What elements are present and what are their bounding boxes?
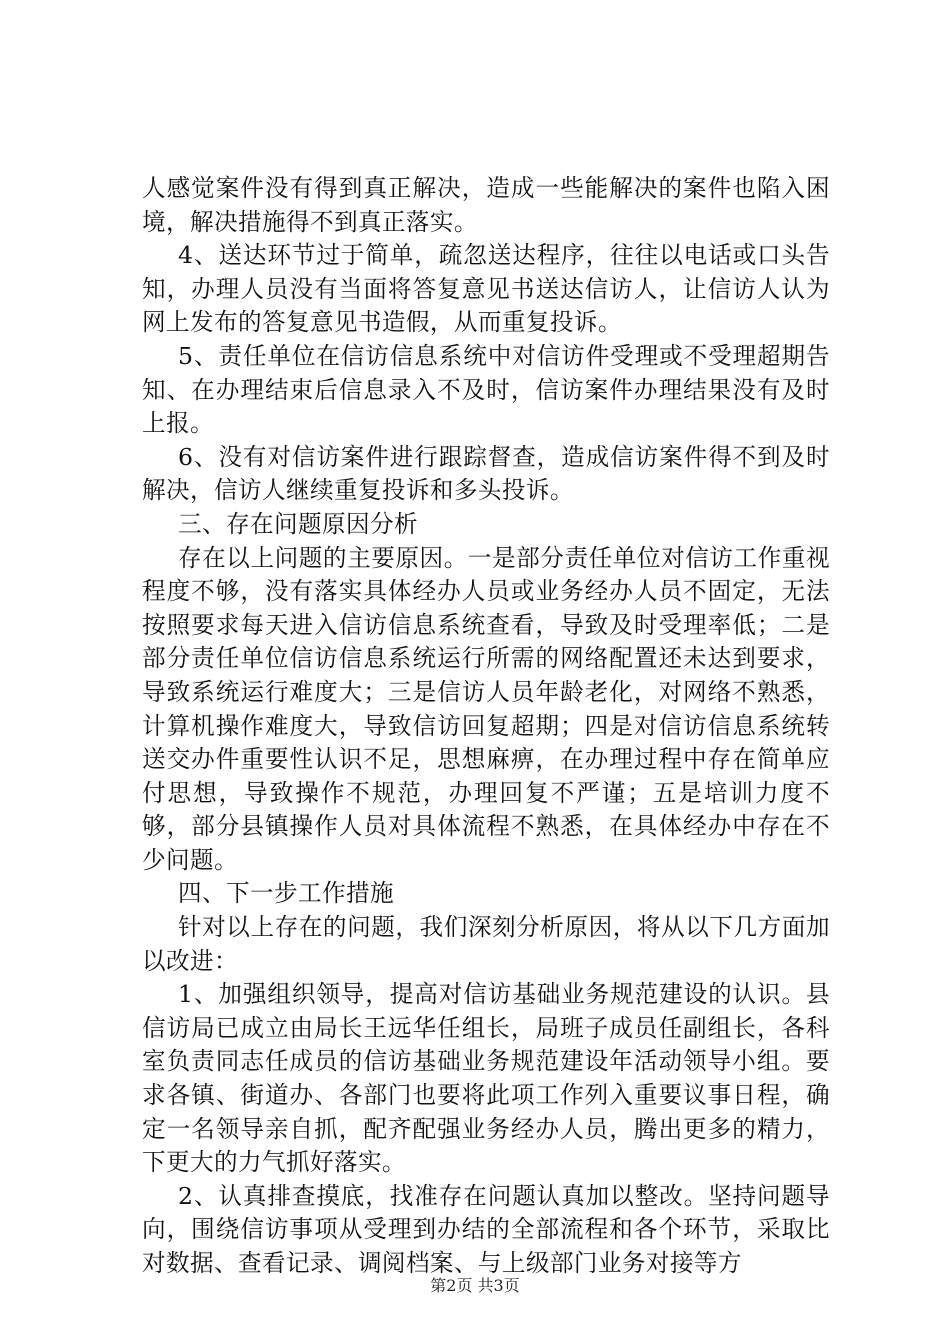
paragraph-cause-analysis: 存在以上问题的主要原因。一是部分责任单位对信访工作重视程度不够，没有落实具体经办人员或业务经办人员不固定，无法按照要求每天进入信访信息系统查看，导致及时受理率低；二是部分责任单位信访信息系统运行所需的网络配置还未达到要求，导致系统运行难度大；三是信访人员年龄老化，对网络不熟悉，计算机操作难度大，导致信访回复超期；四是对信访信息系统转送交办件重要性认识不足，思想麻痹，在办理过程中存在简单应付思想，导致操作不规范，办理回复不严谨；五是培训力度不够，部分县镇操作人员对具体流程不熟悉，在具体经办中存在不少问题。 bbox=[142, 543, 830, 874]
paragraph-item-6: 6、没有对信访案件进行跟踪督查，造成信访案件得不到及时解决，信访人继续重复投诉和多头投诉。 bbox=[142, 442, 830, 505]
paragraph-item-5: 5、责任单位在信访信息系统中对信访件受理或不受理超期告知、在办理结束后信息录入不及时，信访案件办理结果没有及时上报。 bbox=[142, 341, 830, 438]
paragraph-measure-1: 1、加强组织领导，提高对信访基础业务规范建设的认识。县信访局已成立由局长王远华任组长，局班子成员任副组长，各科室负责同志任成员的信访基础业务规范建设年活动领导小组。要求各镇、街道办、各部门也要将此项工作列入重要议事日程，确定一名领导亲自抓，配齐配强业务经办人员，腾出更多的精力，下更大的力气抓好落实。 bbox=[142, 980, 830, 1177]
section-heading-next-steps: 四、下一步工作措施 bbox=[178, 879, 394, 908]
paragraph-item-4: 4、送达环节过于简单，疏忽送达程序，往往以电话或口头告知，办理人员没有当面将答复意见书送达信访人，让信访人认为网上发布的答复意见书造假，从而重复投诉。 bbox=[142, 241, 830, 337]
page-number-footer: 第2页 共3页 bbox=[430, 1276, 520, 1295]
paragraph-next-steps-intro: 针对以上存在的问题，我们深刻分析原因，将从以下几方面加以改进： bbox=[142, 913, 830, 975]
document-body bbox=[142, 172, 830, 1281]
section-heading-cause-analysis: 三、存在问题原因分析 bbox=[178, 509, 418, 538]
paragraph-measure-2: 2、认真排查摸底，找准存在问题认真加以整改。坚持问题导向，围绕信访事项从受理到办结的全部流程和各个环节，采取比对数据、查看记录、调阅档案、与上级部门业务对接等方 bbox=[142, 1181, 830, 1277]
paragraph-continuation: 人感觉案件没有得到真正解决，造成一些能解决的案件也陷入困境，解决措施得不到真正落实。 bbox=[142, 174, 830, 236]
